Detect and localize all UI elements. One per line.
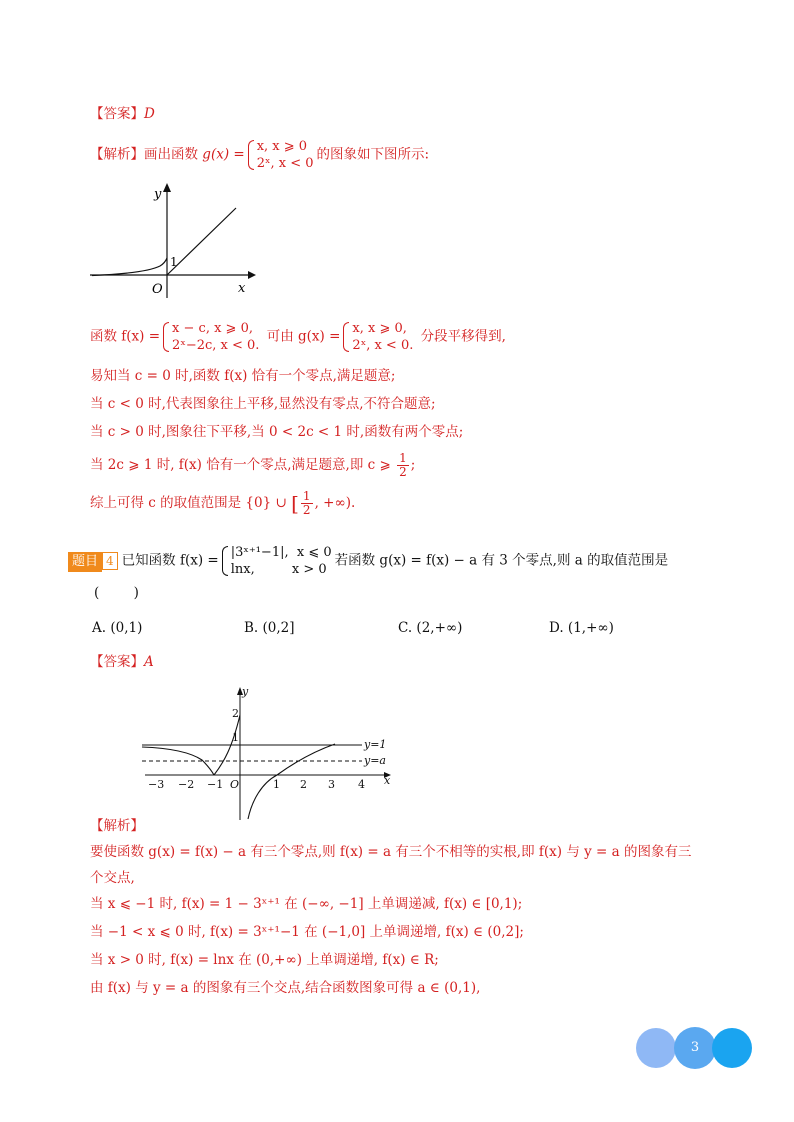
question-case-1: |3ˣ⁺¹−1|, x ⩽ 0 bbox=[230, 545, 332, 560]
analysis-4-line-4: 当 −1 < x ⩽ 0 时, f(x) = 3ˣ⁺¹−1 在 (−1,0] 上单调递增, f(x) ∈ (0,2]; bbox=[90, 924, 524, 940]
answer-paren: ( ) bbox=[94, 585, 139, 601]
question-text-pre: 已知函数 f(x) = bbox=[121, 552, 219, 569]
tail-text: 分段平移得到, bbox=[420, 328, 506, 345]
g-function-name: g(x) = bbox=[202, 146, 245, 163]
circle-blue bbox=[712, 1028, 752, 1068]
question-4 bbox=[68, 544, 668, 578]
label-y1: y=1 bbox=[364, 738, 387, 751]
tick-1: 1 bbox=[273, 778, 280, 791]
analysis-line-5 bbox=[90, 490, 355, 517]
question-text-post: 若函数 g(x) = f(x) − a 有 3 个零点,则 a 的取值范围是 bbox=[334, 552, 669, 569]
intro-post-text: 的图象如下图所示: bbox=[316, 146, 430, 163]
f-function-name: 函数 f(x) = bbox=[90, 328, 161, 345]
option-c: C. (2,+∞) bbox=[398, 620, 463, 636]
line-5-end: , +∞). bbox=[314, 495, 356, 511]
line-5-text: 综上可得 c 的取值范围是 {0} ∪ bbox=[90, 495, 287, 511]
tick-neg3: −3 bbox=[148, 778, 165, 791]
x-label: x bbox=[238, 281, 246, 296]
y-label: y bbox=[154, 187, 162, 202]
analysis-4-line-6: 由 f(x) 与 y = a 的图象有三个交点,结合函数图象可得 a ∈ (0,1), bbox=[90, 980, 481, 996]
analysis-4-line-1: 要使函数 g(x) = f(x) − a 有三个零点,则 f(x) = a 有三个不相等的实根,即 f(x) 与 y = a 的图象有三 bbox=[90, 844, 692, 860]
f-piecewise bbox=[163, 320, 259, 354]
intro-text: 画出函数 bbox=[144, 146, 198, 163]
question-case-2: lnx, x > 0 bbox=[230, 562, 327, 577]
curve-ln bbox=[248, 744, 335, 819]
one-label: 1 bbox=[170, 255, 178, 269]
question-number: 4 bbox=[102, 552, 118, 570]
tick-2: 2 bbox=[300, 778, 307, 791]
label-ya: y=a bbox=[364, 754, 386, 767]
y-arrow bbox=[163, 183, 171, 192]
answer-4-line bbox=[90, 652, 154, 672]
mid-text: 可由 g(x) = bbox=[266, 328, 341, 345]
option-a: A. (0,1) bbox=[92, 620, 143, 636]
page-number-badge bbox=[636, 1028, 754, 1068]
answer-tag: 【答案】 bbox=[90, 106, 144, 122]
option-b: B. (0,2] bbox=[244, 620, 295, 636]
y-tick-1: 1 bbox=[232, 731, 239, 744]
line-4-end: ; bbox=[410, 457, 416, 473]
analysis-line-1: 易知当 c = 0 时,函数 f(x) 恰有一个零点,满足题意; bbox=[90, 368, 396, 384]
x-label-2: x bbox=[384, 774, 391, 787]
tick-neg1: −1 bbox=[207, 778, 224, 791]
y-tick-2: 2 bbox=[232, 707, 239, 720]
origin-label-2: O bbox=[230, 778, 240, 791]
answer-4-tag: 【答案】 bbox=[90, 654, 144, 670]
analysis-4-line-5: 当 x > 0 时, f(x) = lnx 在 (0,+∞) 上单调递增, f(x) ∈ R; bbox=[90, 952, 439, 968]
fraction-den: 2 bbox=[399, 465, 407, 479]
g-case-2: 2ˣ, x < 0 bbox=[256, 156, 314, 171]
fraction-half-2 bbox=[301, 490, 313, 517]
fraction-num: 1 bbox=[399, 451, 407, 465]
g2-case-2: 2ˣ, x < 0. bbox=[352, 338, 414, 353]
question-badge: 题目 bbox=[68, 552, 102, 572]
fraction-num-2: 1 bbox=[302, 489, 311, 503]
f-definition bbox=[90, 320, 506, 354]
tick-4: 4 bbox=[358, 778, 365, 791]
analysis-4-tag: 【解析】 bbox=[90, 818, 144, 834]
curve-2x bbox=[92, 258, 167, 276]
answer-value: D bbox=[144, 106, 155, 122]
g-case-1: x, x ⩾ 0 bbox=[256, 139, 308, 154]
graph-g bbox=[88, 178, 258, 298]
analysis-intro bbox=[90, 138, 429, 172]
x-arrow bbox=[248, 271, 256, 279]
g2-piecewise bbox=[343, 320, 413, 354]
analysis-4-line-2: 个交点, bbox=[90, 870, 135, 886]
f-case-1: x − c, x ⩾ 0, bbox=[172, 321, 253, 336]
circle-light bbox=[636, 1028, 676, 1068]
g-piecewise bbox=[248, 138, 314, 172]
fraction-half bbox=[397, 452, 409, 479]
analysis-line-3: 当 c > 0 时,图象往下平移,当 0 < 2c < 1 时,函数有两个零点; bbox=[90, 424, 464, 440]
option-d: D. (1,+∞) bbox=[549, 620, 614, 636]
answer-4-value: A bbox=[144, 654, 154, 670]
analysis-line-2: 当 c < 0 时,代表图象往上平移,显然没有零点,不符合题意; bbox=[90, 396, 436, 412]
fraction-den-2: 2 bbox=[302, 503, 311, 517]
bracket-open: [ bbox=[291, 491, 299, 516]
page-number: 3 bbox=[690, 1040, 700, 1055]
analysis-tag: 【解析】 bbox=[90, 146, 144, 163]
analysis-line-4 bbox=[90, 452, 415, 479]
line-4-text: 当 2c ⩾ 1 时, f(x) 恰有一个零点,满足题意,即 c ⩾ bbox=[90, 457, 391, 473]
g2-case-1: x, x ⩾ 0, bbox=[352, 321, 407, 336]
origin-label: O bbox=[152, 282, 163, 297]
graph-f bbox=[140, 682, 400, 820]
analysis-4-line-3: 当 x ⩽ −1 时, f(x) = 1 − 3ˣ⁺¹ 在 (−∞, −1] 上单调递减, f(x) ∈ [0,1); bbox=[90, 896, 523, 912]
tick-3: 3 bbox=[328, 778, 335, 791]
f-case-2: 2ˣ−2c, x < 0. bbox=[172, 338, 260, 353]
tick-neg2: −2 bbox=[178, 778, 195, 791]
answer-line bbox=[90, 104, 155, 124]
question-piecewise bbox=[222, 544, 332, 578]
y-label-2: y bbox=[242, 685, 249, 698]
